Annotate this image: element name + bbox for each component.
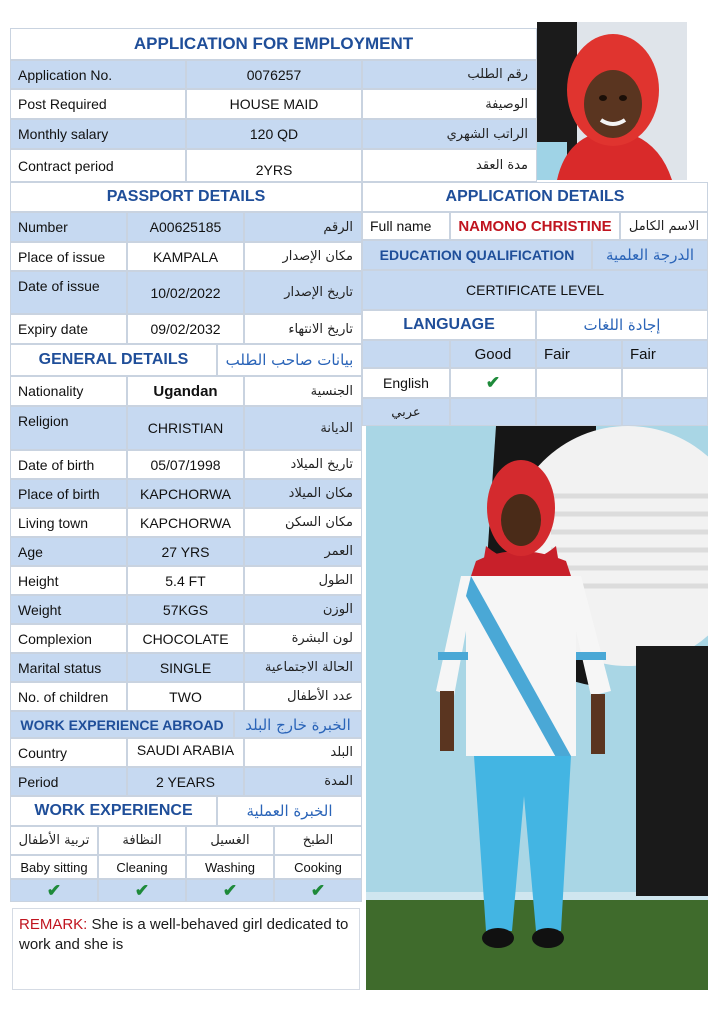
full-name-arabic: الاسم الكامل — [620, 212, 708, 240]
field-value: KAMPALA — [127, 242, 244, 271]
language-cell — [536, 398, 622, 426]
field-value: 05/07/1998 — [127, 450, 244, 479]
field-arabic: الحالة الاجتماعية — [244, 653, 362, 682]
education-label: EDUCATION QUALIFICATION — [362, 240, 592, 270]
portrait-photo — [537, 22, 687, 180]
skill-name: Washing — [186, 855, 274, 879]
check-icon: ✔ — [10, 879, 98, 902]
field-arabic: الوصيفة — [362, 89, 537, 119]
field-arabic: مدة العقد — [362, 149, 537, 182]
education-arabic: الدرجة العلمية — [592, 240, 708, 270]
field-label: Date of issue — [10, 271, 127, 314]
field-label: Weight — [10, 595, 127, 624]
form-title: APPLICATION FOR EMPLOYMENT — [10, 28, 537, 60]
language-level-fair: Fair — [536, 340, 622, 368]
field-value: 2YRS — [186, 149, 362, 182]
field-value: 0076257 — [186, 60, 362, 89]
language-header-arabic: إجادة اللغات — [536, 310, 708, 340]
skill-arabic: الطبخ — [274, 826, 362, 855]
field-value: HOUSE MAID — [186, 89, 362, 119]
language-cell — [450, 398, 536, 426]
field-arabic: الديانة — [244, 406, 362, 450]
field-label: Period — [10, 767, 127, 796]
field-label: Monthly salary — [10, 119, 186, 149]
general-section-header-arabic: بيانات صاحب الطلب — [217, 344, 362, 376]
field-label: Height — [10, 566, 127, 595]
field-arabic: الراتب الشهري — [362, 119, 537, 149]
field-label: No. of children — [10, 682, 127, 711]
field-arabic: لون البشرة — [244, 624, 362, 653]
field-value: SINGLE — [127, 653, 244, 682]
field-label: Place of birth — [10, 479, 127, 508]
check-icon: ✔ — [186, 879, 274, 902]
field-value: 09/02/2032 — [127, 314, 244, 344]
field-arabic: العمر — [244, 537, 362, 566]
skill-arabic: الغسيل — [186, 826, 274, 855]
skill-arabic: تربية الأطفال — [10, 826, 98, 855]
field-label: Complexion — [10, 624, 127, 653]
language-level-good: Good — [450, 340, 536, 368]
field-value: 57KGS — [127, 595, 244, 624]
field-value: 2 YEARS — [127, 767, 244, 796]
skill-arabic: النظافة — [98, 826, 186, 855]
field-value: KAPCHORWA — [127, 508, 244, 537]
full-body-photo — [366, 426, 708, 990]
field-arabic: الرقم — [244, 212, 362, 242]
passport-section-header: PASSPORT DETAILS — [10, 182, 362, 212]
field-value: 27 YRS — [127, 537, 244, 566]
remark-box — [12, 908, 360, 990]
field-arabic: الطول — [244, 566, 362, 595]
language-cell — [536, 368, 622, 398]
field-value: 5.4 FT — [127, 566, 244, 595]
field-arabic: المدة — [244, 767, 362, 796]
field-arabic: تاريخ الميلاد — [244, 450, 362, 479]
remark-text: She is a well-behaved girl dedicated to work and she is — [19, 916, 349, 953]
check-icon: ✔ — [450, 368, 536, 398]
field-value: CHRISTIAN — [127, 406, 244, 450]
skill-name: Cleaning — [98, 855, 186, 879]
field-arabic: مكان الميلاد — [244, 479, 362, 508]
experience-section-header-arabic: الخبرة العملية — [217, 796, 362, 826]
field-label: Country — [10, 738, 127, 767]
field-value: 10/02/2022 — [127, 271, 244, 314]
field-value: 120 QD — [186, 119, 362, 149]
field-arabic: عدد الأطفال — [244, 682, 362, 711]
field-label: Marital status — [10, 653, 127, 682]
abroad-section-header-arabic: الخبرة خارج البلد — [234, 711, 362, 738]
field-arabic: البلد — [244, 738, 362, 767]
general-section-header: GENERAL DETAILS — [10, 344, 217, 376]
experience-section-header: WORK EXPERIENCE — [10, 796, 217, 826]
field-label: Contract period — [10, 149, 186, 182]
field-value: SAUDI ARABIA — [127, 738, 244, 767]
language-cell — [622, 368, 708, 398]
remark-label: REMARK: — [19, 916, 88, 933]
field-value: TWO — [127, 682, 244, 711]
field-arabic: مكان الإصدار — [244, 242, 362, 271]
field-value: Ugandan — [127, 376, 244, 406]
language-name: عربي — [362, 398, 450, 426]
field-label: Age — [10, 537, 127, 566]
skill-name: Baby sitting — [10, 855, 98, 879]
language-level-fair-2: Fair — [622, 340, 708, 368]
field-label: Date of birth — [10, 450, 127, 479]
check-icon: ✔ — [98, 879, 186, 902]
skill-name: Cooking — [274, 855, 362, 879]
abroad-section-header: WORK EXPERIENCE ABROAD — [10, 711, 234, 738]
education-value: CERTIFICATE LEVEL — [362, 270, 708, 310]
field-arabic: تاريخ الانتهاء — [244, 314, 362, 344]
language-header: LANGUAGE — [362, 310, 536, 340]
field-arabic: رقم الطلب — [362, 60, 537, 89]
field-label: Nationality — [10, 376, 127, 406]
field-label: Application No. — [10, 60, 186, 89]
field-value: KAPCHORWA — [127, 479, 244, 508]
field-arabic: تاريخ الإصدار — [244, 271, 362, 314]
field-arabic: مكان السكن — [244, 508, 362, 537]
language-name: English — [362, 368, 450, 398]
field-label: Expiry date — [10, 314, 127, 344]
application-section-header: APPLICATION DETAILS — [362, 182, 708, 212]
field-label: Religion — [10, 406, 127, 450]
field-label: Post Required — [10, 89, 186, 119]
language-cell — [622, 398, 708, 426]
check-icon: ✔ — [274, 879, 362, 902]
field-arabic: الوزن — [244, 595, 362, 624]
field-value: A00625185 — [127, 212, 244, 242]
field-label: Place of issue — [10, 242, 127, 271]
field-value: CHOCOLATE — [127, 624, 244, 653]
field-label: Living town — [10, 508, 127, 537]
full-name-label: Full name — [362, 212, 450, 240]
field-arabic: الجنسية — [244, 376, 362, 406]
field-label: Number — [10, 212, 127, 242]
full-name-value: NAMONO CHRISTINE — [450, 212, 620, 240]
language-level-blank — [362, 340, 450, 368]
